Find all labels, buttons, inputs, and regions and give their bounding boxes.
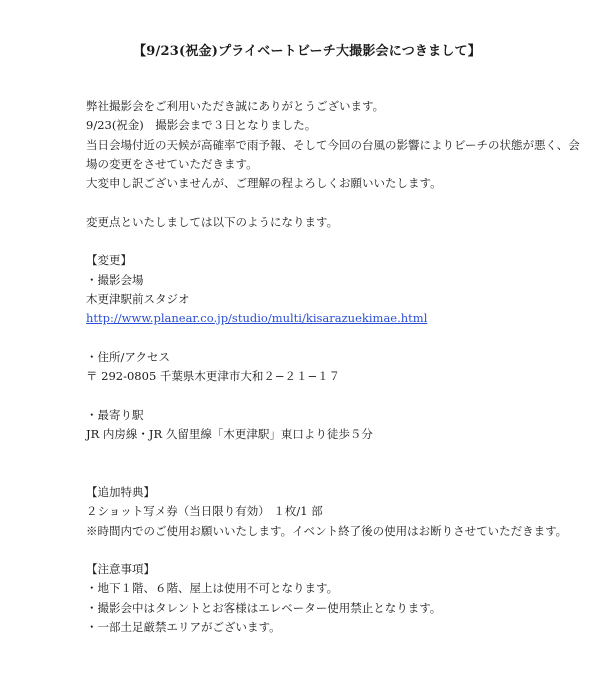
changes-intro: 変更点といたしましては以下のようになります。 xyxy=(86,214,339,229)
venue-label: ・撮影会場 xyxy=(86,272,144,287)
notes-heading: 【注意事項】 xyxy=(86,562,155,577)
notes-item-2: ・撮影会中はタレントとお客様はエレベーター使用禁止となります。 xyxy=(86,600,442,615)
bonus-item: ２ショット写メ券（当日限り有効） １枚/1 部 xyxy=(86,504,323,519)
change-heading: 【変更】 xyxy=(86,253,132,268)
document-title: 【9/23(祝金)プライベートビーチ大撮影会につきまして】 xyxy=(133,44,481,59)
bonus-note: ※時間内でのご使用お願いいたします。イベント終了後の使用はお断りさせていただきます。 xyxy=(86,523,568,538)
station-text: JR 内房線・JR 久留里線「木更津駅」東口より徒歩５分 xyxy=(86,427,373,442)
notes-item-1: ・地下１階、６階、屋上は使用不可となります。 xyxy=(86,581,339,596)
intro-line-2: 9/23(祝金) 撮影会まで３日となりました。 xyxy=(86,118,317,133)
notes-item-3: ・一部土足厳禁エリアがございます。 xyxy=(86,620,281,635)
address-text: 〒 292-0805 千葉県木更津市大和２−２１−１７ xyxy=(86,369,341,384)
bonus-heading: 【追加特典】 xyxy=(86,484,155,499)
venue-url-link[interactable]: http://www.planear.co.jp/studio/multi/kisarazuekimae.html xyxy=(86,311,428,326)
venue-name: 木更津駅前スタジオ xyxy=(86,291,190,306)
address-label: ・住所/アクセス xyxy=(86,349,171,364)
document-body xyxy=(86,97,586,637)
intro-line-4: 大変申し訳ございませんが、ご理解の程よろしくお願いいたします。 xyxy=(86,176,442,191)
intro-line-3: 当日会場付近の天候が高確率で雨予報、そして今回の台風の影響によりビーチの状態が悪く、会場の変更をさせていただきます。 xyxy=(86,137,580,171)
station-label: ・最寄り駅 xyxy=(86,407,144,422)
intro-line-1: 弊社撮影会をご利用いただき誠にありがとうございます。 xyxy=(86,99,385,113)
